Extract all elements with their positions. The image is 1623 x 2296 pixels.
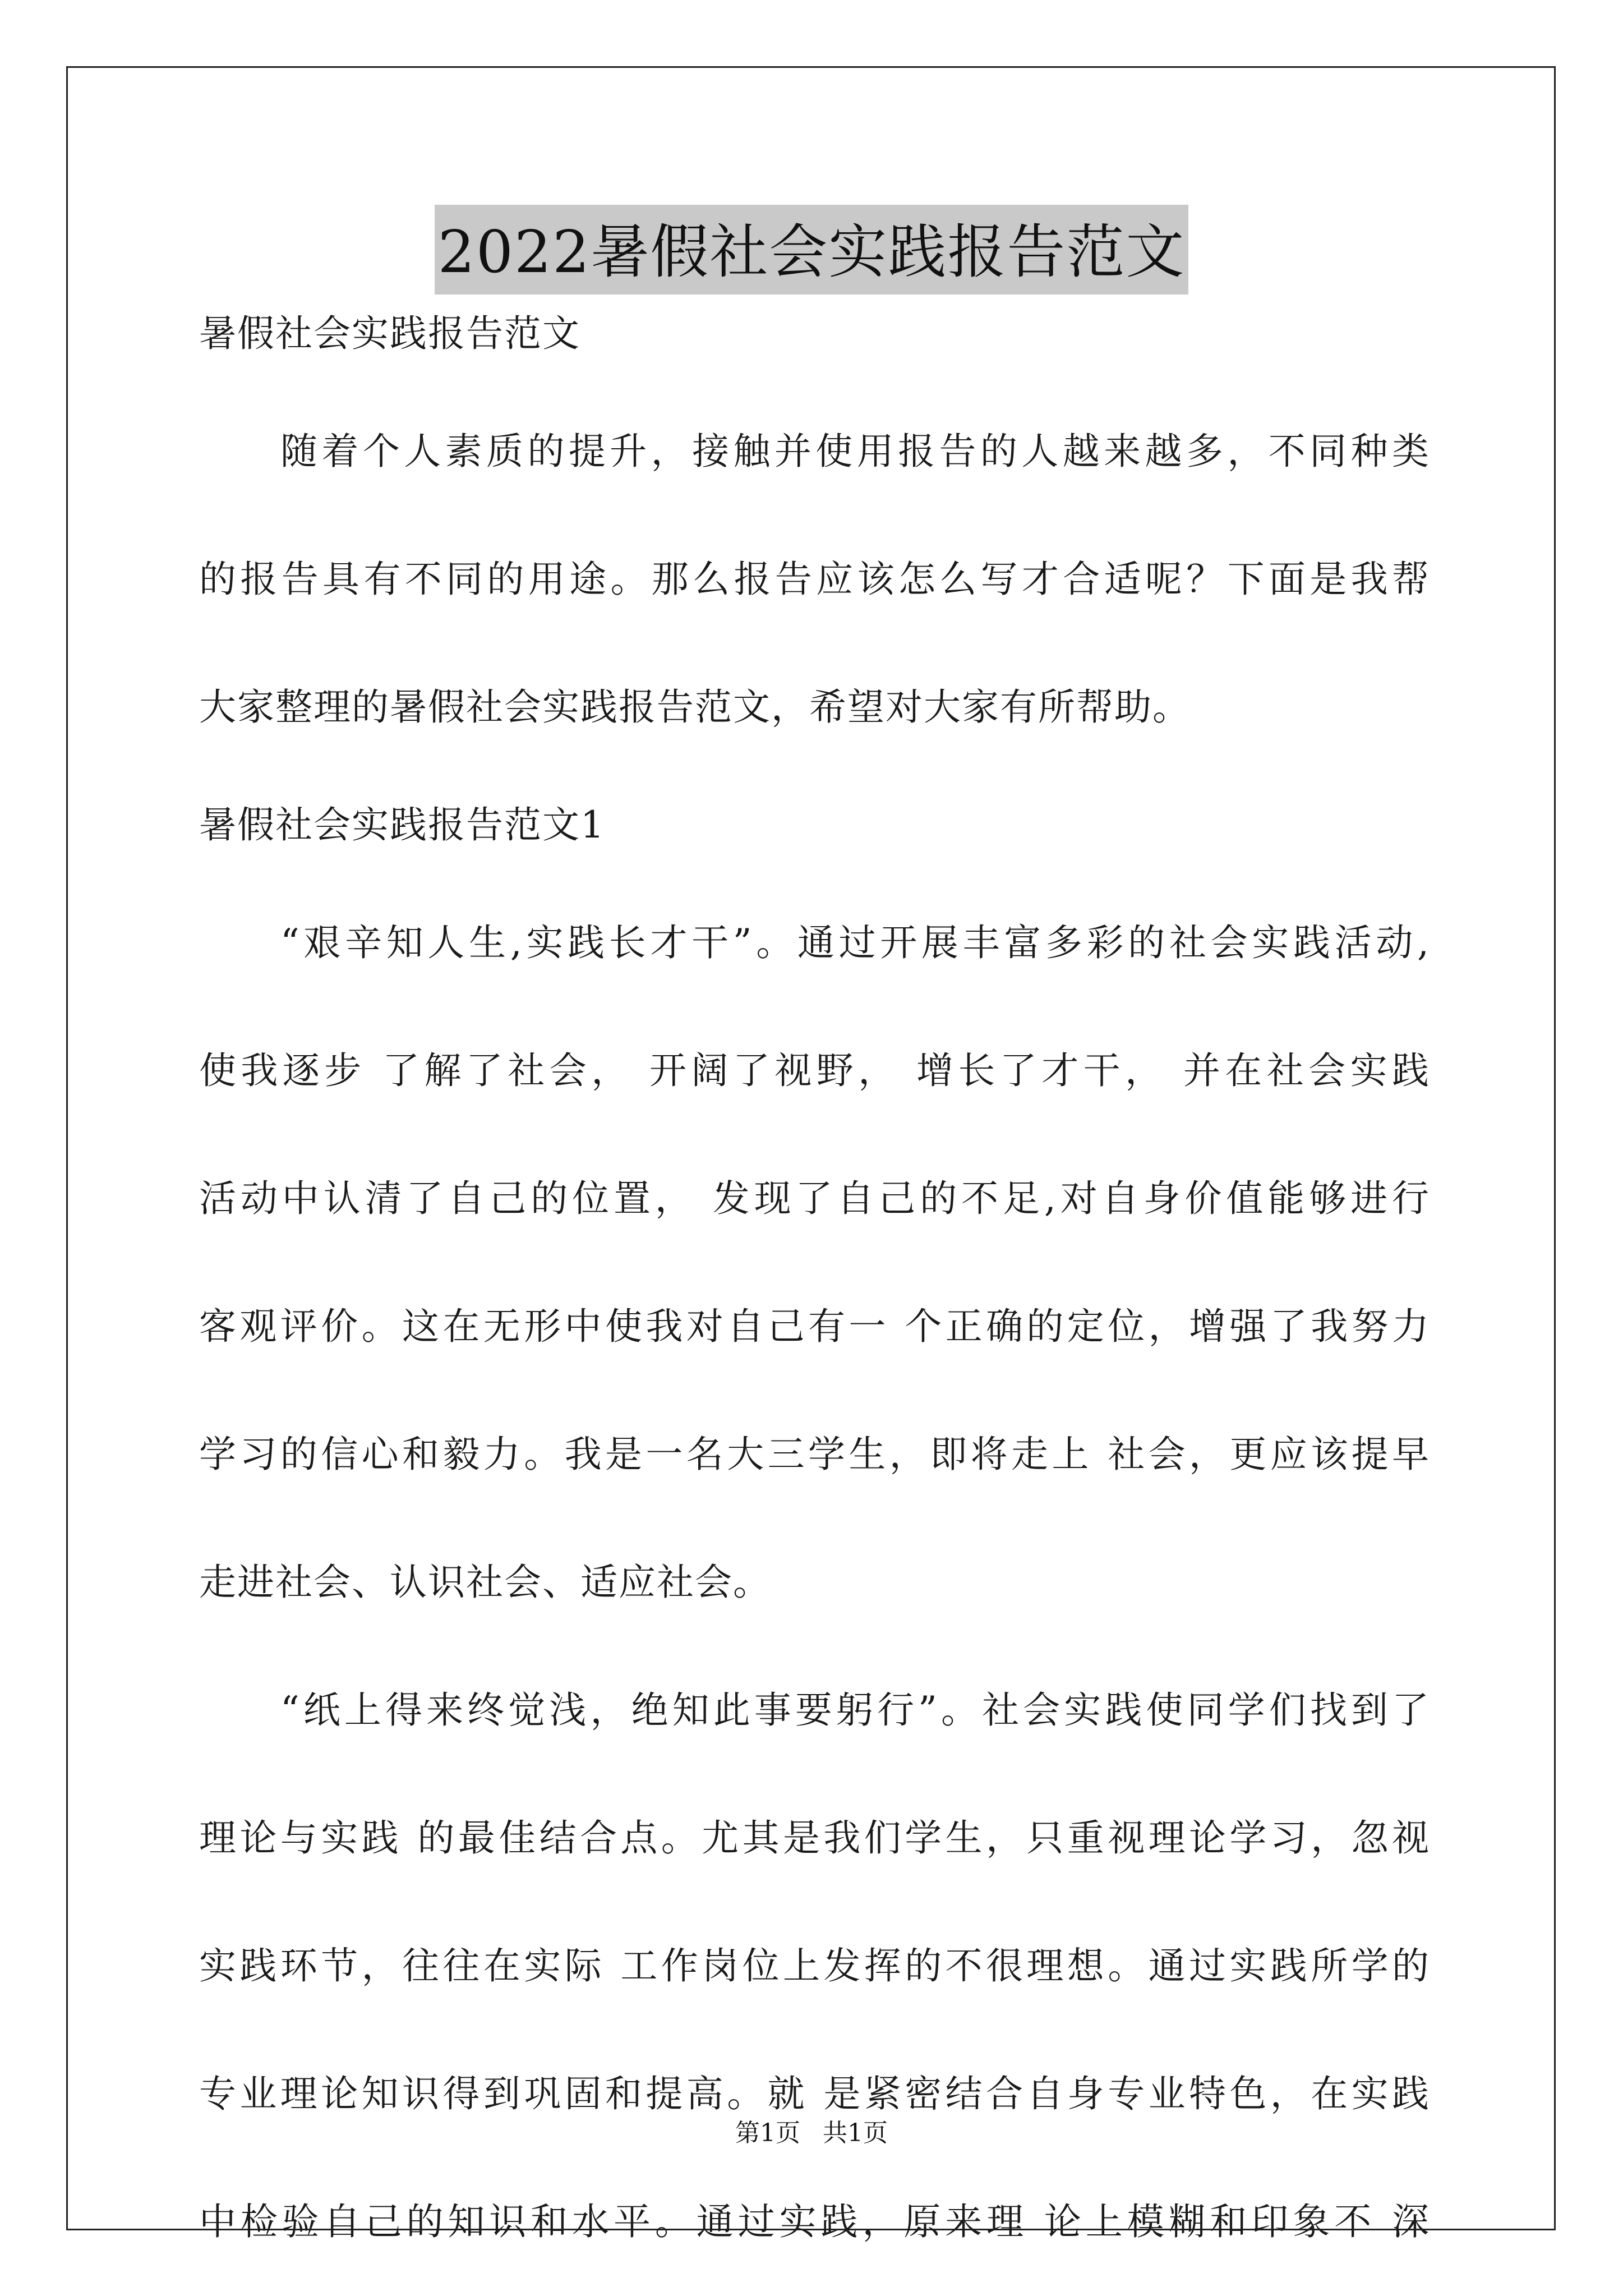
page-number: 第1页 — [735, 2119, 800, 2147]
intro-line-1: 随着个人素质的提升，接触并使用报告的人越来越多，不同种类 — [280, 430, 1430, 473]
paragraph2-line-2: 理论与实践 的最佳结合点。尤其是我们学生，只重视理论学习，忽视 — [199, 1816, 1430, 1860]
paragraph1-line-2: 使我逐步 了解了社会， 开阔了视野， 增长了才干， 并在社会实践 — [199, 1049, 1430, 1092]
paragraph2-line-3: 实践环节，往往在实际 工作岗位上发挥的不很理想。通过实践所学的 — [199, 1944, 1430, 1987]
paragraph2-line-1: “纸上得来终觉浅，绝知此事要躬行”。社会实践使同学们找到了 — [280, 1688, 1430, 1732]
page-total: 共1页 — [823, 2119, 888, 2147]
document-body — [199, 311, 1430, 2244]
title-container — [0, 205, 1623, 295]
paragraph1-line-1: “艰辛知人生,实践长才干”。通过开展丰富多彩的社会实践活动, — [280, 921, 1430, 964]
paragraph1-line-4: 客观评价。这在无形中使我对自己有一 个正确的定位，增强了我努力 — [199, 1305, 1430, 1348]
paragraph1-line-5: 学习的信心和毅力。我是一名大三学生，即将走上 社会，更应该提早 — [199, 1433, 1430, 1476]
subheading: 暑假社会实践报告范文 — [199, 312, 580, 355]
page-footer — [0, 2118, 1623, 2149]
paragraph1-line-3: 活动中认清了自己的位置， 发现了自己的不足,对自身价值能够进行 — [199, 1177, 1430, 1220]
paragraph1-line-6: 走进社会、认识社会、适应社会。 — [199, 1561, 771, 1604]
intro-line-3: 大家整理的暑假社会实践报告范文，希望对大家有所帮助。 — [199, 685, 1191, 729]
document-title: 2022暑假社会实践报告范文 — [435, 205, 1189, 295]
paragraph2-line-5: 中检验自己的知识和水平。通过实践，原来理 论上模糊和印象不 深 — [199, 2200, 1430, 2243]
paragraph2-line-4: 专业理论知识得到巩固和提高。就 是紧密结合自身专业特色，在实践 — [199, 2072, 1430, 2115]
intro-line-2: 的报告具有不同的用途。那么报告应该怎么写才合适呢？下面是我帮 — [199, 558, 1430, 601]
section-heading: 暑假社会实践报告范文1 — [199, 803, 605, 846]
